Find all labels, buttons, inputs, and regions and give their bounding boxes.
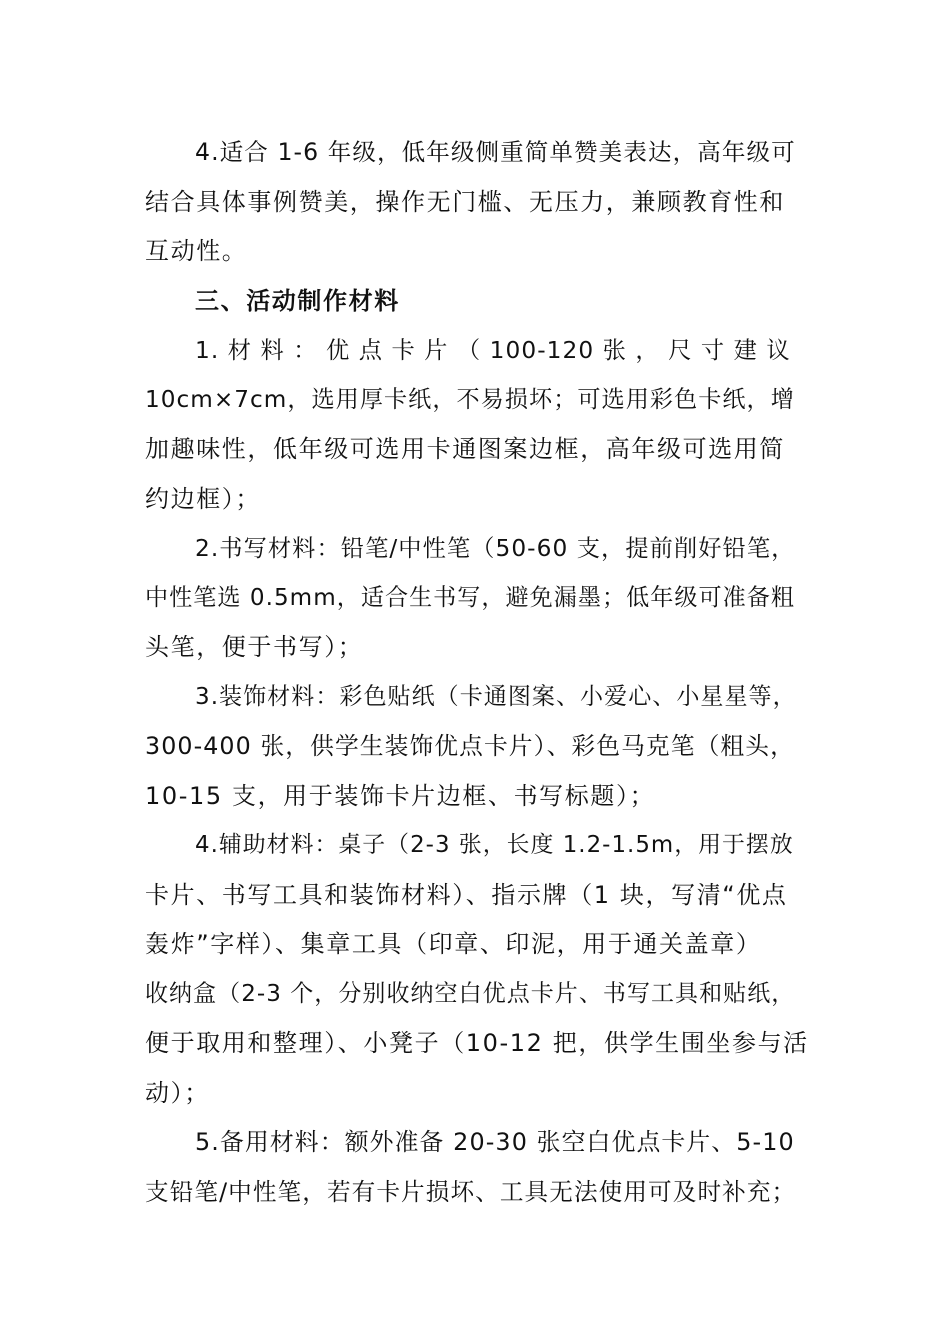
paragraph-line: 10-15 支，用于装饰卡片边框、书写标题）； bbox=[145, 781, 656, 810]
paragraph-line: 3.装饰材料：彩色贴纸（卡通图案、小爱心、小星星等， bbox=[195, 683, 797, 710]
paragraph-line: 中性笔选 0.5mm，适合生书写，避免漏墨；低年级可准备粗 bbox=[145, 584, 795, 611]
paragraph-line: 5.备用材料：额外准备 20-30 张空白优点卡片、5-10 bbox=[195, 1128, 795, 1156]
paragraph-line: 便于取用和整理）、小凳子（10-12 把，供学生围坐参与活 bbox=[145, 1029, 809, 1057]
section-heading: 三、活动制作材料 bbox=[195, 286, 400, 315]
paragraph-line: 动）； bbox=[145, 1078, 210, 1107]
paragraph-line: 4.适合 1-6 年级，低年级侧重简单赞美表达，高年级可 bbox=[195, 138, 796, 166]
paragraph-line: 300-400 张，供学生装饰优点卡片）、彩色马克笔（粗头， bbox=[145, 732, 795, 760]
paragraph-line: 4.辅助材料：桌子（2-3 张，长度 1.2-1.5m，用于摆放 bbox=[195, 832, 794, 858]
paragraph-line: 约边框）； bbox=[145, 484, 261, 513]
paragraph-line: 卡片、书写工具和装饰材料）、指示牌（1 块，写清“优点 bbox=[145, 880, 788, 909]
paragraph-line: 轰炸”字样）、集章工具（印章、印泥，用于通关盖章） bbox=[145, 930, 762, 958]
paragraph-line: 10cm×7cm，选用厚卡纸，不易损坏；可选用彩色卡纸，增 bbox=[145, 386, 795, 413]
paragraph-line: 1. 材 料 ： 优 点 卡 片 （ 100-120 张 ， 尺 寸 建 议 bbox=[195, 337, 791, 364]
document-body bbox=[145, 128, 810, 1217]
paragraph-line: 支铅笔/中性笔，若有卡片损坏、工具无法使用可及时补充； bbox=[145, 1177, 797, 1206]
paragraph-line: 2.书写材料：铅笔/中性笔（50-60 支，提前削好铅笔， bbox=[195, 535, 796, 562]
paragraph-line: 结合具体事例赞美，操作无门槛、无压力，兼顾教育性和 bbox=[145, 187, 785, 216]
paragraph-line: 头笔，便于书写）； bbox=[145, 633, 364, 661]
paragraph-line: 收纳盒（2-3 个，分别收纳空白优点卡片、书写工具和贴纸， bbox=[145, 980, 796, 1007]
paragraph-line: 加趣味性，低年级可选用卡通图案边框，高年级可选用简 bbox=[145, 435, 785, 463]
paragraph-line: 互动性。 bbox=[145, 237, 248, 265]
